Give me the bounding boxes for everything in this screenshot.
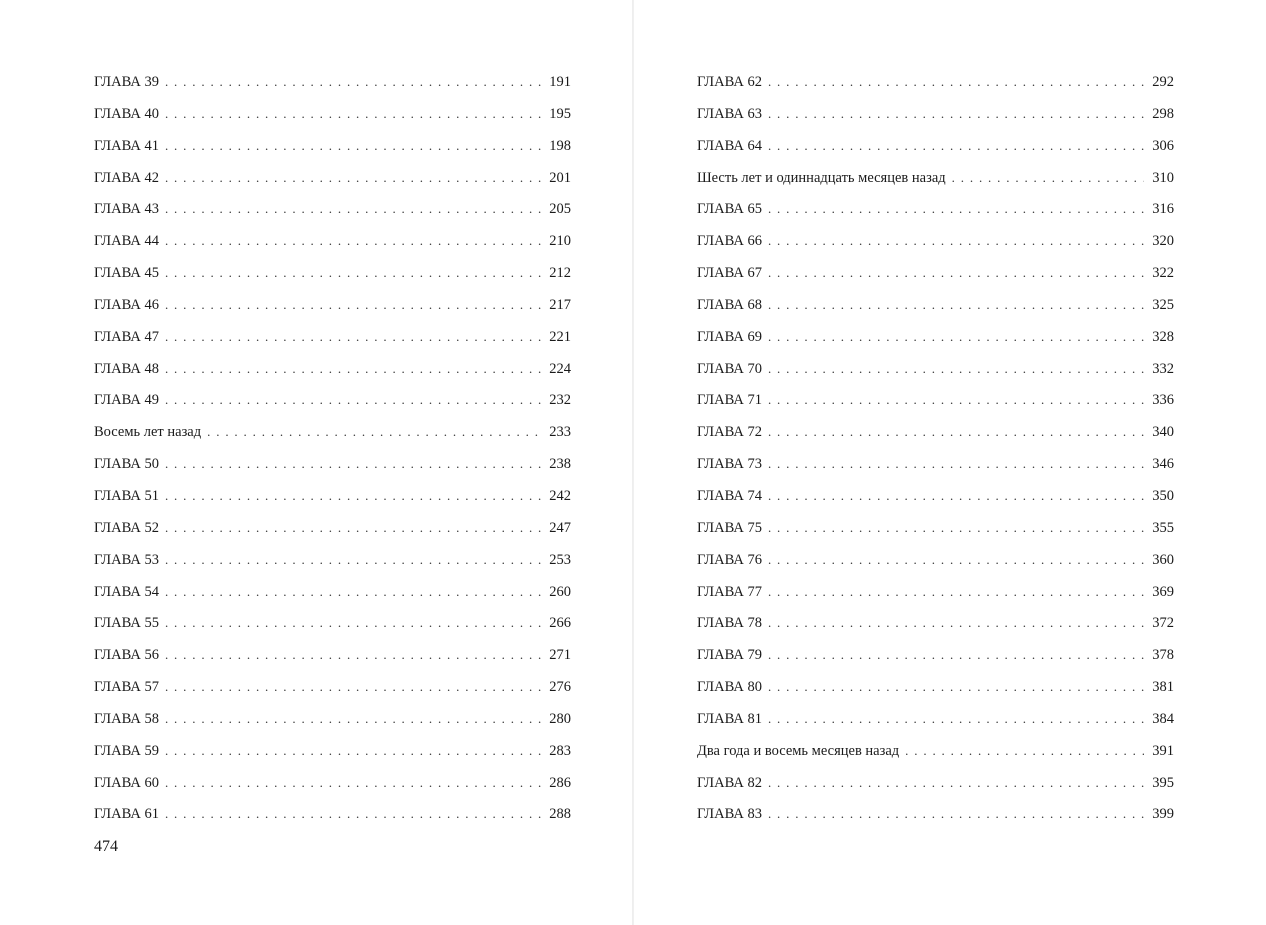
toc-entry: [697, 289, 1174, 321]
toc-entry-title: ГЛАВА 58: [94, 710, 159, 727]
toc-entry-page-number: 271: [549, 647, 571, 664]
toc-entry: [94, 130, 571, 162]
dot-leader: [768, 353, 1144, 385]
dot-leader: [768, 98, 1144, 130]
toc-entry: [94, 162, 571, 194]
toc-entry: [94, 639, 571, 671]
toc-entry-page-number: 360: [1152, 551, 1174, 568]
toc-entry-title: Два года и восемь месяцев назад: [697, 742, 900, 759]
toc-entry: [94, 353, 571, 385]
toc-entry-title: ГЛАВА 41: [94, 137, 159, 154]
toc-entry: [697, 384, 1174, 416]
toc-entry: [697, 576, 1174, 608]
toc-entry-title: ГЛАВА 77: [697, 583, 762, 600]
dot-leader: [165, 607, 541, 639]
toc-entry: [94, 66, 571, 98]
toc-entry-title: ГЛАВА 40: [94, 105, 159, 122]
toc-entry: [697, 798, 1174, 830]
dot-leader: [768, 639, 1144, 671]
dot-leader: [768, 225, 1144, 257]
dot-leader: [165, 448, 541, 480]
dot-leader: [768, 703, 1144, 735]
toc-entry-title: ГЛАВА 42: [94, 169, 159, 186]
toc-entry-title: ГЛАВА 60: [94, 774, 159, 791]
toc-entry: [94, 225, 571, 257]
dot-leader: [768, 289, 1144, 321]
toc-entry-page-number: 224: [549, 360, 571, 377]
toc-entry-page-number: 247: [549, 519, 571, 536]
toc-entry: [94, 671, 571, 703]
dot-leader: [768, 384, 1144, 416]
toc-entry: [94, 703, 571, 735]
dot-leader: [165, 767, 541, 799]
toc-entry-title: ГЛАВА 66: [697, 233, 762, 250]
toc-entry-page-number: 233: [549, 424, 571, 441]
toc-entry: [697, 671, 1174, 703]
toc-entry-title: ГЛАВА 76: [697, 551, 762, 568]
toc-entry-page-number: 210: [549, 233, 571, 250]
toc-entry-title: ГЛАВА 80: [697, 679, 762, 696]
toc-entry-page-number: 198: [549, 137, 571, 154]
toc-entry-title: ГЛАВА 48: [94, 360, 159, 377]
toc-entry-page-number: 372: [1152, 615, 1174, 632]
dot-leader: [768, 544, 1144, 576]
dot-leader: [768, 257, 1144, 289]
toc-entry-page-number: 232: [549, 392, 571, 409]
dot-leader: [768, 607, 1144, 639]
toc-entry: [697, 607, 1174, 639]
toc-entry: [94, 416, 571, 448]
dot-leader: [768, 321, 1144, 353]
toc-entry: [697, 448, 1174, 480]
toc-entry-page-number: 298: [1152, 105, 1174, 122]
toc-entry-page-number: 238: [549, 456, 571, 473]
toc-entry-page-number: 201: [549, 169, 571, 186]
toc-entry-page-number: 350: [1152, 487, 1174, 504]
toc-entry-title: ГЛАВА 83: [697, 806, 762, 823]
toc-entry-page-number: 310: [1152, 169, 1174, 186]
dot-leader: [768, 448, 1144, 480]
toc-entry-page-number: 369: [1152, 583, 1174, 600]
toc-entry-title: Восемь лет назад: [94, 424, 202, 441]
toc-entry-page-number: 320: [1152, 233, 1174, 250]
toc-entry: [94, 544, 571, 576]
toc-entry: [94, 480, 571, 512]
toc-entry-title: ГЛАВА 57: [94, 679, 159, 696]
dot-leader: [165, 193, 541, 225]
toc-entry: [94, 384, 571, 416]
toc-entry-page-number: 355: [1152, 519, 1174, 536]
dot-leader: [165, 480, 541, 512]
toc-entry: [94, 289, 571, 321]
toc-entry: [697, 130, 1174, 162]
toc-entry-title: ГЛАВА 55: [94, 615, 159, 632]
dot-leader: [165, 353, 541, 385]
toc-entry-title: ГЛАВА 64: [697, 137, 762, 154]
toc-entry-title: ГЛАВА 70: [697, 360, 762, 377]
toc-entry-page-number: 212: [549, 265, 571, 282]
toc-entry-title: ГЛАВА 63: [697, 105, 762, 122]
toc-entry-title: Шесть лет и одиннадцать месяцев назад: [697, 169, 946, 186]
dot-leader: [165, 130, 541, 162]
toc-entry-title: ГЛАВА 67: [697, 265, 762, 282]
toc-entry-page-number: 325: [1152, 296, 1174, 313]
toc-entry: [94, 767, 571, 799]
toc-entry-page-number: 205: [549, 201, 571, 218]
toc-entry: [697, 98, 1174, 130]
dot-leader: [165, 671, 541, 703]
toc-entry: [94, 321, 571, 353]
table-of-contents-left: [94, 66, 571, 830]
toc-entry: [697, 257, 1174, 289]
toc-entry-title: ГЛАВА 50: [94, 456, 159, 473]
toc-entry: [697, 767, 1174, 799]
toc-entry-title: ГЛАВА 72: [697, 424, 762, 441]
toc-entry: [94, 798, 571, 830]
dot-leader: [165, 289, 541, 321]
toc-entry-page-number: 260: [549, 583, 571, 600]
toc-entry-page-number: 242: [549, 487, 571, 504]
toc-entry: [94, 98, 571, 130]
dot-leader: [165, 66, 541, 98]
dot-leader: [165, 576, 541, 608]
dot-leader: [768, 193, 1144, 225]
dot-leader: [768, 130, 1144, 162]
toc-entry-title: ГЛАВА 71: [697, 392, 762, 409]
toc-entry-title: ГЛАВА 44: [94, 233, 159, 250]
toc-entry-page-number: 391: [1152, 742, 1174, 759]
toc-entry-title: ГЛАВА 75: [697, 519, 762, 536]
toc-entry-title: ГЛАВА 45: [94, 265, 159, 282]
toc-entry-title: ГЛАВА 79: [697, 647, 762, 664]
toc-entry-page-number: 316: [1152, 201, 1174, 218]
toc-entry-title: ГЛАВА 59: [94, 742, 159, 759]
toc-entry-page-number: 283: [549, 742, 571, 759]
toc-entry: [94, 448, 571, 480]
toc-entry: [94, 257, 571, 289]
toc-entry-page-number: 286: [549, 774, 571, 791]
dot-leader: [165, 321, 541, 353]
table-of-contents-right: [697, 66, 1174, 830]
toc-entry-title: ГЛАВА 61: [94, 806, 159, 823]
toc-entry-title: ГЛАВА 69: [697, 328, 762, 345]
toc-entry: [697, 162, 1174, 194]
toc-entry: [94, 607, 571, 639]
toc-entry-page-number: 381: [1152, 679, 1174, 696]
toc-entry-page-number: 306: [1152, 137, 1174, 154]
toc-entry: [697, 416, 1174, 448]
dot-leader: [165, 225, 541, 257]
toc-entry: [697, 353, 1174, 385]
dot-leader: [165, 257, 541, 289]
dot-leader: [768, 798, 1144, 830]
toc-entry-page-number: 395: [1152, 774, 1174, 791]
toc-entry-page-number: 346: [1152, 456, 1174, 473]
dot-leader: [952, 162, 1144, 194]
dot-leader: [768, 416, 1144, 448]
dot-leader: [165, 735, 541, 767]
toc-entry-page-number: 384: [1152, 710, 1174, 727]
dot-leader: [768, 66, 1144, 98]
toc-entry-title: ГЛАВА 39: [94, 74, 159, 90]
toc-entry-title: ГЛАВА 74: [697, 487, 762, 504]
toc-entry: [697, 512, 1174, 544]
toc-entry: [94, 735, 571, 767]
toc-entry-page-number: 378: [1152, 647, 1174, 664]
dot-leader: [207, 416, 541, 448]
toc-entry-page-number: 332: [1152, 360, 1174, 377]
dot-leader: [768, 576, 1144, 608]
toc-entry: [697, 735, 1174, 767]
toc-entry: [697, 703, 1174, 735]
toc-entry: [697, 480, 1174, 512]
toc-entry: [697, 225, 1174, 257]
toc-entry-page-number: 399: [1152, 806, 1174, 823]
dot-leader: [165, 384, 541, 416]
toc-entry-page-number: 191: [549, 74, 571, 90]
toc-entry: [697, 639, 1174, 671]
toc-entry-title: ГЛАВА 65: [697, 201, 762, 218]
toc-entry: [94, 512, 571, 544]
dot-leader: [165, 703, 541, 735]
toc-entry: [94, 576, 571, 608]
toc-entry-title: ГЛАВА 78: [697, 615, 762, 632]
toc-entry: [697, 193, 1174, 225]
toc-entry-page-number: 276: [549, 679, 571, 696]
right-page: [634, 0, 1266, 925]
toc-entry: [697, 66, 1174, 98]
toc-entry-title: ГЛАВА 43: [94, 201, 159, 218]
toc-entry-page-number: 280: [549, 710, 571, 727]
toc-entry-page-number: 195: [549, 105, 571, 122]
toc-entry-title: ГЛАВА 54: [94, 583, 159, 600]
toc-entry-page-number: 328: [1152, 328, 1174, 345]
dot-leader: [165, 639, 541, 671]
toc-entry-page-number: 322: [1152, 265, 1174, 282]
toc-entry-title: ГЛАВА 52: [94, 519, 159, 536]
toc-entry-title: ГЛАВА 53: [94, 551, 159, 568]
dot-leader: [165, 798, 541, 830]
toc-entry-page-number: 292: [1152, 74, 1174, 90]
dot-leader: [905, 735, 1144, 767]
toc-entry-page-number: 221: [549, 328, 571, 345]
dot-leader: [768, 512, 1144, 544]
toc-entry: [697, 544, 1174, 576]
dot-leader: [165, 162, 541, 194]
toc-entry-title: ГЛАВА 68: [697, 296, 762, 313]
toc-entry-title: ГЛАВА 82: [697, 774, 762, 791]
toc-entry-title: ГЛАВА 51: [94, 487, 159, 504]
dot-leader: [165, 512, 541, 544]
toc-entry-title: ГЛАВА 62: [697, 74, 762, 90]
toc-entry-page-number: 340: [1152, 424, 1174, 441]
dot-leader: [165, 98, 541, 130]
toc-entry-page-number: 217: [549, 296, 571, 313]
toc-entry-title: ГЛАВА 49: [94, 392, 159, 409]
toc-entry-title: ГЛАВА 56: [94, 647, 159, 664]
toc-entry-title: ГЛАВА 81: [697, 710, 762, 727]
toc-entry-page-number: 266: [549, 615, 571, 632]
toc-entry: [94, 193, 571, 225]
dot-leader: [768, 767, 1144, 799]
page-number: 474: [94, 838, 118, 855]
dot-leader: [165, 544, 541, 576]
toc-entry-title: ГЛАВА 73: [697, 456, 762, 473]
toc-entry-title: ГЛАВА 47: [94, 328, 159, 345]
toc-entry-page-number: 288: [549, 806, 571, 823]
dot-leader: [768, 671, 1144, 703]
toc-entry-page-number: 336: [1152, 392, 1174, 409]
toc-entry-page-number: 253: [549, 551, 571, 568]
toc-entry-title: ГЛАВА 46: [94, 296, 159, 313]
toc-entry: [697, 321, 1174, 353]
dot-leader: [768, 480, 1144, 512]
